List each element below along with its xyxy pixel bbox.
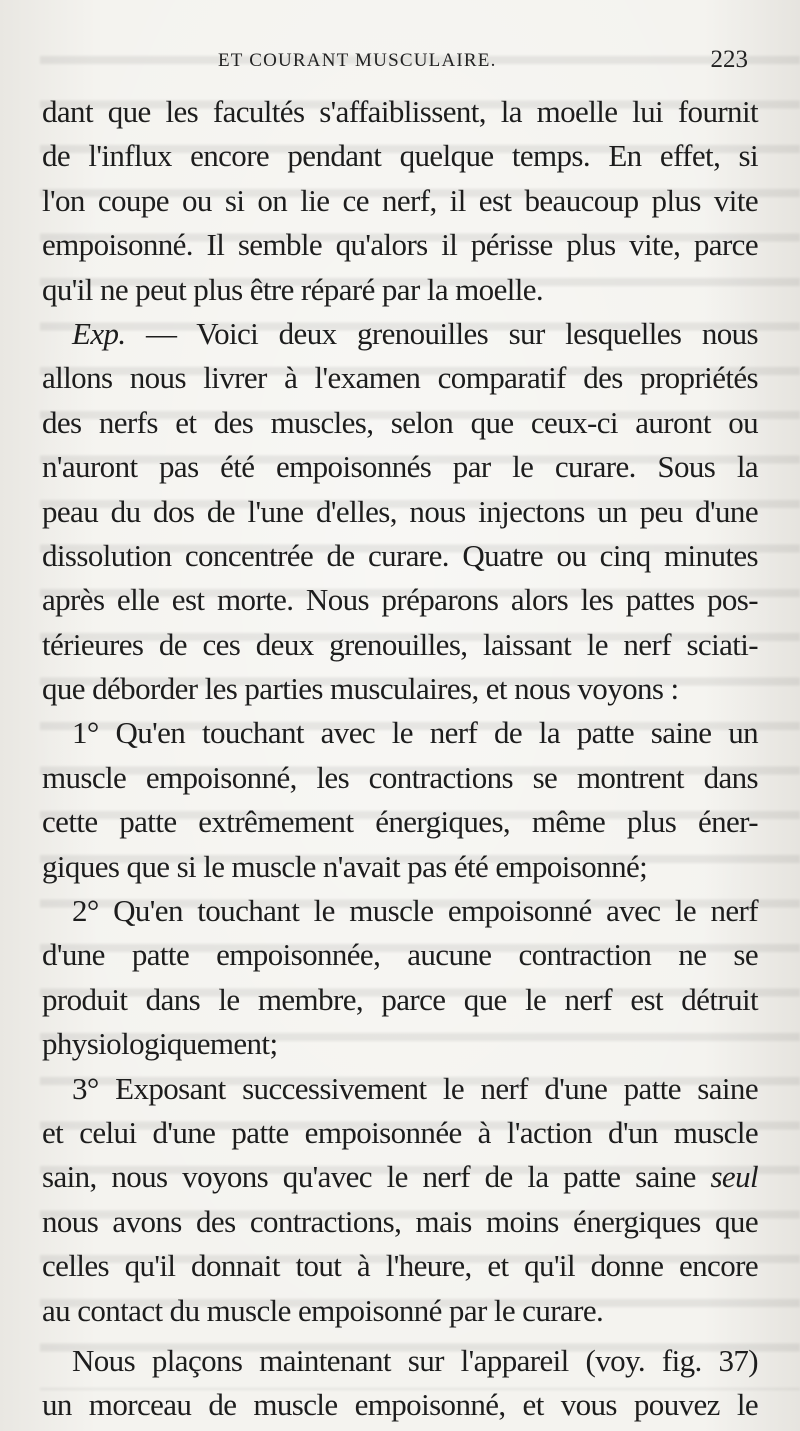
text-line: Exp. — Voici deux grenouilles sur lesquelles nous bbox=[72, 315, 758, 351]
running-head: ET COURANT MUSCULAIRE. bbox=[218, 50, 497, 71]
text-line: peau du dos de l'une d'elles, nous injectons un peu d'une bbox=[42, 493, 758, 529]
text-line: dant que les facultés s'affaiblissent, la moelle lui fournit bbox=[42, 94, 758, 129]
page-number: 223 bbox=[710, 46, 748, 73]
text-line: allons nous livrer à l'examen comparatif des propriétés bbox=[42, 360, 758, 396]
text-line: que déborder les parties musculaires, et nous voyons : bbox=[42, 671, 679, 707]
text-line: térieures de ces deux grenouilles, laissant le nerf sciati- bbox=[42, 626, 758, 662]
text-line: sain, nous voyons qu'avec le nerf de la patte saine seul bbox=[42, 1159, 758, 1195]
text-line: empoisonné. Il semble qu'alors il périsse plus vite, parce bbox=[42, 227, 758, 263]
text-line: d'une patte empoisonnée, aucune contraction ne se bbox=[42, 937, 758, 973]
text-line: au contact du muscle empoisonné par le curare. bbox=[42, 1292, 604, 1328]
text-line: dissolution concentrée de curare. Quatre ou cinq minutes bbox=[42, 537, 758, 573]
text-line: qu'il ne peut plus être réparé par la moelle. bbox=[42, 271, 544, 307]
experiment-label: Exp. bbox=[72, 315, 126, 351]
text-line: nous avons des contractions, mais moins énergiques que bbox=[42, 1203, 758, 1239]
text-line: des nerfs et des muscles, selon que ceux-ci auront ou bbox=[42, 404, 758, 440]
text-line: Nous plaçons maintenant sur l'appareil (voy. fig. 37) bbox=[72, 1342, 758, 1378]
text-line: n'auront pas été empoisonnés par le curare. Sous la bbox=[42, 449, 758, 485]
text-line: 2° Qu'en touchant le muscle empoisonné avec le nerf bbox=[72, 893, 758, 929]
text-line: produit dans le membre, parce que le nerf est détruit bbox=[42, 981, 758, 1017]
text-line: 3° Exposant successivement le nerf d'une patte saine bbox=[72, 1070, 758, 1106]
text-line: après elle est morte. Nous préparons alors les pattes pos- bbox=[42, 582, 758, 618]
text-line: l'on coupe ou si on lie ce nerf, il est beaucoup plus vite bbox=[42, 182, 758, 218]
text-line: cette patte extrêmement énergiques, même plus éner- bbox=[42, 804, 758, 840]
text-line: muscle empoisonné, les contractions se montrent dans bbox=[42, 759, 758, 795]
text-line: et celui d'une patte empoisonnée à l'action d'un muscle bbox=[42, 1114, 758, 1150]
text-line: physiologiquement; bbox=[42, 1026, 278, 1062]
body-text bbox=[42, 90, 758, 1428]
italic-word: seul bbox=[710, 1159, 758, 1195]
text-line: giques que si le muscle n'avait pas été empoisonné; bbox=[42, 848, 648, 884]
text-line: de l'influx encore pendant quelque temps. En effet, si bbox=[42, 138, 758, 174]
text-line: 1° Qu'en touchant avec le nerf de la patte saine un bbox=[72, 715, 758, 751]
page-header bbox=[0, 44, 800, 80]
text-line: celles qu'il donnait tout à l'heure, et qu'il donne encore bbox=[42, 1248, 758, 1284]
text-line: un morceau de muscle empoisonné, et vous pouvez le bbox=[42, 1387, 758, 1423]
